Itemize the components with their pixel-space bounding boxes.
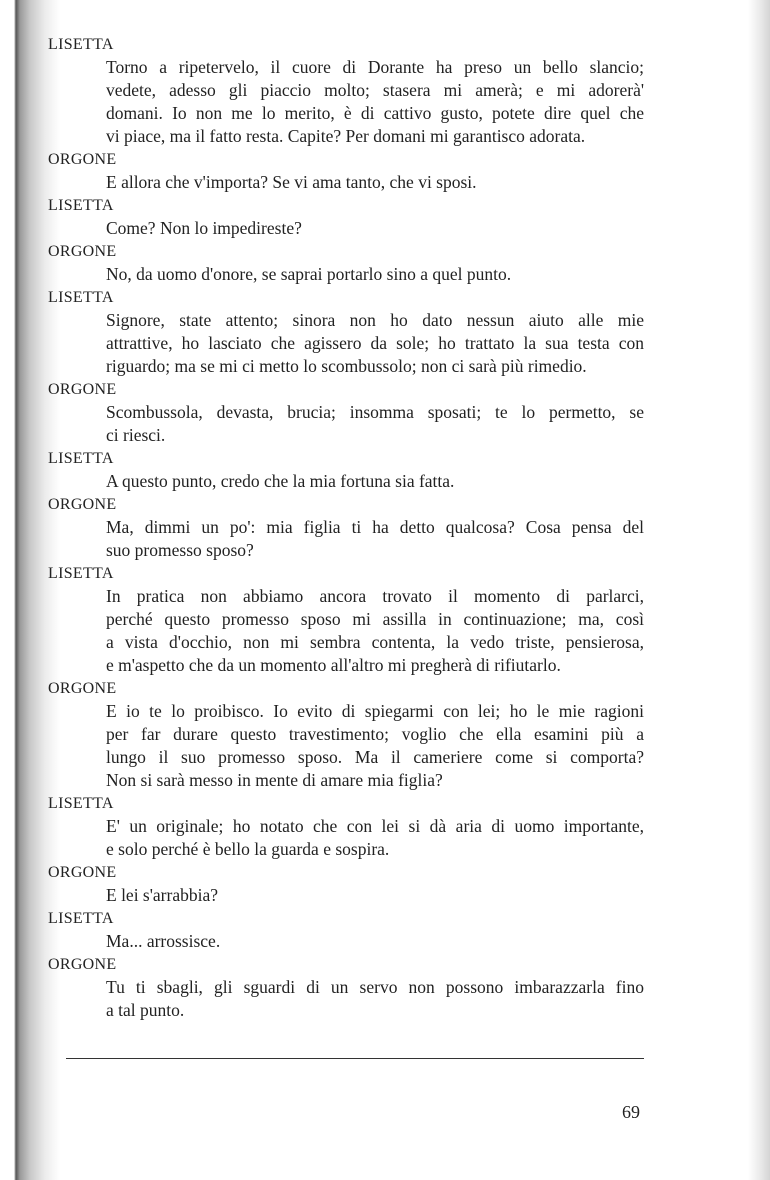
speech-line: attrattive, ho lasciato che agissero da sole; ho trattato la sua testa con: [106, 333, 644, 353]
speech-line: E io te lo proibisco. Io evito di spiegarmi con lei; ho le mie ragioni: [106, 701, 644, 721]
speech-line: riguardo; ma se mi ci metto lo scombussolo; non ci sarà più rimedio.: [106, 356, 587, 376]
speech-line: domani. Io non me lo merito, è di cattivo gusto, potete dire quel che: [106, 103, 644, 123]
speaker-name: LISETTA: [48, 450, 114, 467]
speech-line: e m'aspetto che da un momento all'altro mi pregherà di rifiutarlo.: [106, 655, 561, 675]
speech-block: [106, 700, 644, 792]
speaker-name: ORGONE: [48, 243, 117, 260]
speaker-name: ORGONE: [48, 151, 117, 168]
speech-line: Come? Non lo impedireste?: [106, 218, 302, 238]
speech-block: [106, 930, 644, 953]
speech-line: lungo il suo promesso sposo. Ma il cameriere come si comporta?: [106, 747, 644, 767]
speech-block: [106, 884, 644, 907]
speech-line: perché questo promesso sposo mi assilla in continuazione; ma, così: [106, 609, 644, 629]
speech-block: [106, 56, 644, 148]
speech-line: a tal punto.: [106, 1000, 185, 1020]
speaker-name: LISETTA: [48, 36, 114, 53]
speech-block: [106, 401, 644, 447]
speech-block: [106, 470, 644, 493]
speech-line: suo promesso sposo?: [106, 540, 254, 560]
speech-line: a vista d'occhio, non mi sembra contenta, la vedo triste, pensierosa,: [106, 632, 644, 652]
speech-line: In pratica non abbiamo ancora trovato il momento di parlarci,: [106, 586, 644, 606]
speech-line: ci riesci.: [106, 425, 166, 445]
footer-rule: [66, 1058, 644, 1059]
speaker-name: LISETTA: [48, 289, 114, 306]
speaker-name: ORGONE: [48, 864, 117, 881]
speaker-name: LISETTA: [48, 795, 114, 812]
speech-block: [106, 585, 644, 677]
speech-line: A questo punto, credo che la mia fortuna sia fatta.: [106, 471, 455, 491]
speech-line: E allora che v'importa? Se vi ama tanto, che vi sposi.: [106, 172, 477, 192]
dialogue-text: [48, 33, 644, 1022]
speaker-name: ORGONE: [48, 381, 117, 398]
speech-block: [106, 309, 644, 378]
speech-line: per far durare questo travestimento; voglio che ella esamini più a: [106, 724, 644, 744]
speech-line: Torno a ripetervelo, il cuore di Dorante ha preso un bello slancio;: [106, 57, 644, 77]
speech-line: Ma, dimmi un po': mia figlia ti ha detto qualcosa? Cosa pensa del: [106, 517, 644, 537]
speech-block: [106, 516, 644, 562]
speech-line: vi piace, ma il fatto resta. Capite? Per domani mi garantisco adorata.: [106, 126, 586, 146]
page-edge-shadow: [748, 0, 770, 1180]
speech-block: [106, 217, 644, 240]
speech-line: Scombussola, devasta, brucia; insomma sposati; te lo permetto, se: [106, 402, 644, 422]
page-number: 69: [622, 1102, 640, 1122]
speaker-name: LISETTA: [48, 565, 114, 582]
speech-line: Signore, state attento; sinora non ho dato nessun aiuto alle mie: [106, 310, 644, 330]
speaker-name: LISETTA: [48, 197, 114, 214]
speech-line: Ma... arrossisce.: [106, 931, 221, 951]
speech-block: [106, 263, 644, 286]
speech-block: [106, 815, 644, 861]
speech-line: Non si sarà messo in mente di amare mia figlia?: [106, 770, 443, 790]
speech-block: [106, 171, 644, 194]
speech-line: vedete, adesso gli piaccio molto; stasera mi amerà; e mi adorerà': [106, 80, 644, 100]
speech-line: No, da uomo d'onore, se saprai portarlo sino a quel punto.: [106, 264, 512, 284]
speech-line: Tu ti sbagli, gli sguardi di un servo non possono imbarazzarla fino: [106, 977, 644, 997]
speaker-name: ORGONE: [48, 496, 117, 513]
speaker-name: LISETTA: [48, 910, 114, 927]
speech-line: E lei s'arrabbia?: [106, 885, 218, 905]
speech-block: [106, 976, 644, 1022]
speaker-name: ORGONE: [48, 956, 117, 973]
speech-line: E' un originale; ho notato che con lei si dà aria di uomo importante,: [106, 816, 644, 836]
speaker-name: ORGONE: [48, 680, 117, 697]
speech-line: e solo perché è bello la guarda e sospira.: [106, 839, 390, 859]
